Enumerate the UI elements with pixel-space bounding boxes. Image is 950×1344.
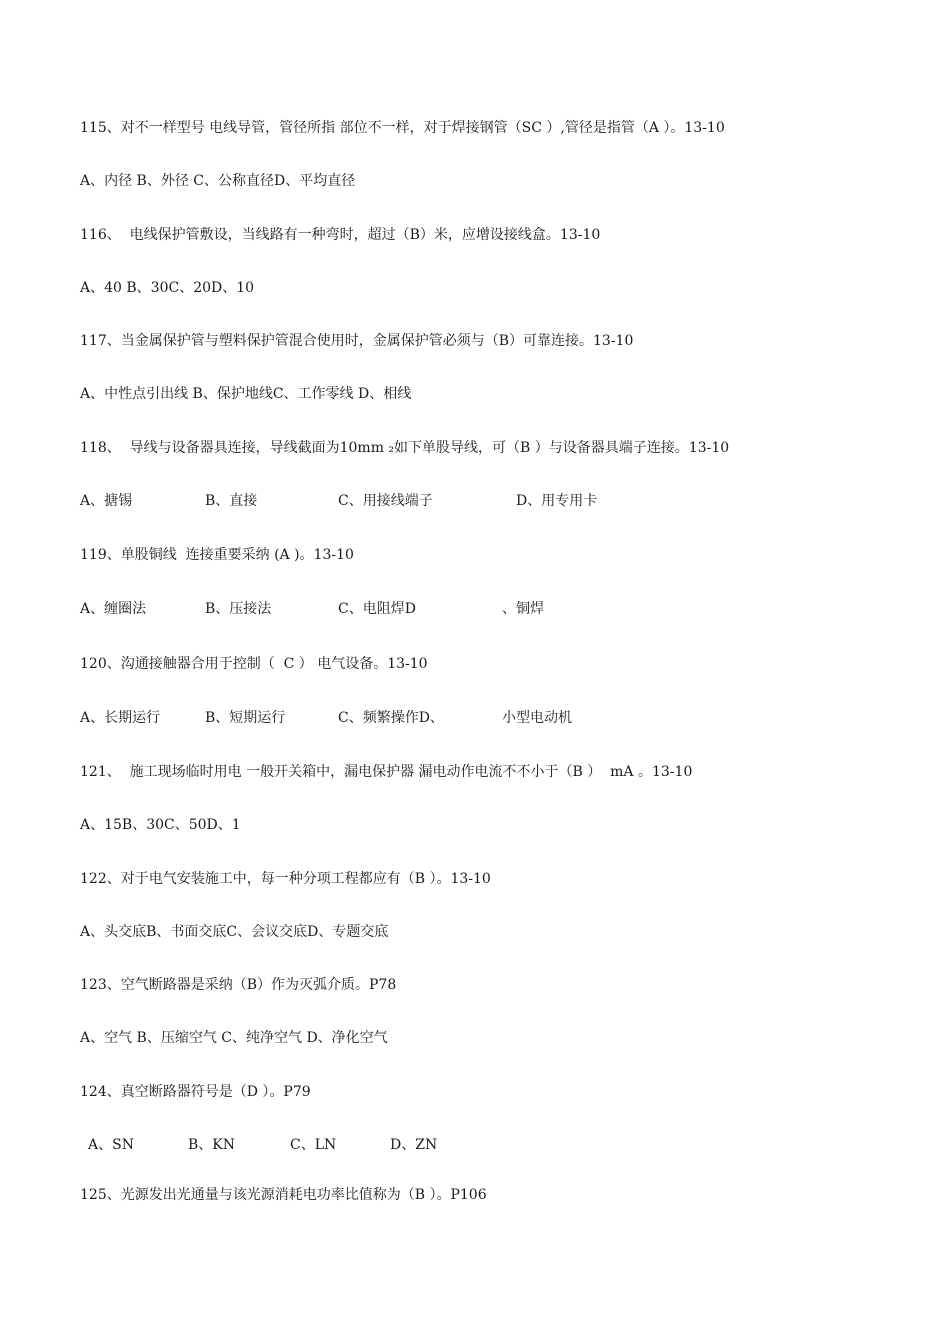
option-119-b: B、压接法 <box>205 601 272 617</box>
option-118-b: B、直接 <box>205 493 258 509</box>
options-117: A、中性点引出线 B、保护地线C、工作零线 D、相线 <box>80 386 412 402</box>
option-118-a: A、搪锡 <box>80 493 133 509</box>
option-119-c: C、电阻焊D <box>338 601 416 617</box>
option-120-a: A、长期运行 <box>80 710 161 726</box>
question-123: 123、空气断路器是采纳（B）作为灭弧介质。P78 <box>80 977 397 993</box>
option-124-d: D、ZN <box>390 1137 438 1153</box>
question-121: 121、 施工现场临时用电 一般开关箱中，漏电保护器 漏电动作电流不不小于（B ） mA 。13-10 <box>80 764 693 780</box>
option-119-d: 、铜焊 <box>502 601 544 617</box>
question-117: 117、当金属保护管与塑料保护管混合使用时，金属保护管必须与（B）可靠连接。13-10 <box>80 333 634 349</box>
option-124-a: A、SN <box>88 1137 134 1153</box>
question-116: 116、 电线保护管敷设，当线路有一种弯时，超过（B）米，应增设接线盒。13-10 <box>80 227 601 243</box>
question-122: 122、对于电气安装施工中，每一种分项工程都应有（B ）。13-10 <box>80 871 491 887</box>
question-125: 125、光源发出光通量与该光源消耗电功率比值称为（B ）。P106 <box>80 1187 487 1203</box>
question-124: 124、真空断路器符号是（D ）。P79 <box>80 1084 311 1100</box>
option-118-d: D、用专用卡 <box>516 493 598 509</box>
options-121: A、15B、30C、50D、1 <box>80 817 241 833</box>
option-124-b: B、KN <box>188 1137 235 1153</box>
question-115: 115、对不一样型号 电线导管，管径所指 部位不一样，对于焊接钢管（SC ）,管径是指管（A ）。13-10 <box>80 120 725 136</box>
question-119: 119、单股铜线 连接重要采纳 (A )。13-10 <box>80 547 354 563</box>
option-124-c: C、LN <box>290 1137 337 1153</box>
option-119-a: A、缠圈法 <box>80 601 147 617</box>
options-122: A、头交底B、书面交底C、会议交底D、专题交底 <box>80 924 389 940</box>
option-120-c: C、频繁操作D、 <box>338 710 444 726</box>
option-120-d: 小型电动机 <box>502 710 572 726</box>
options-115: A、内径 B、外径 C、公称直径D、平均直径 <box>80 173 356 189</box>
question-120: 120、沟通接触器合用于控制（ C ） 电气设备。13-10 <box>80 656 428 672</box>
options-123: A、空气 B、压缩空气 C、纯净空气 D、净化空气 <box>80 1030 388 1046</box>
option-118-c: C、用接线端子 <box>338 493 433 509</box>
option-120-b: B、短期运行 <box>205 710 286 726</box>
options-116: A、40 B、30C、20D、10 <box>80 280 255 296</box>
question-118: 118、 导线与设备器具连接，导线截面为10mm ₂如下单股导线，可（B ）与设备器具端子连接。13-10 <box>80 440 730 456</box>
